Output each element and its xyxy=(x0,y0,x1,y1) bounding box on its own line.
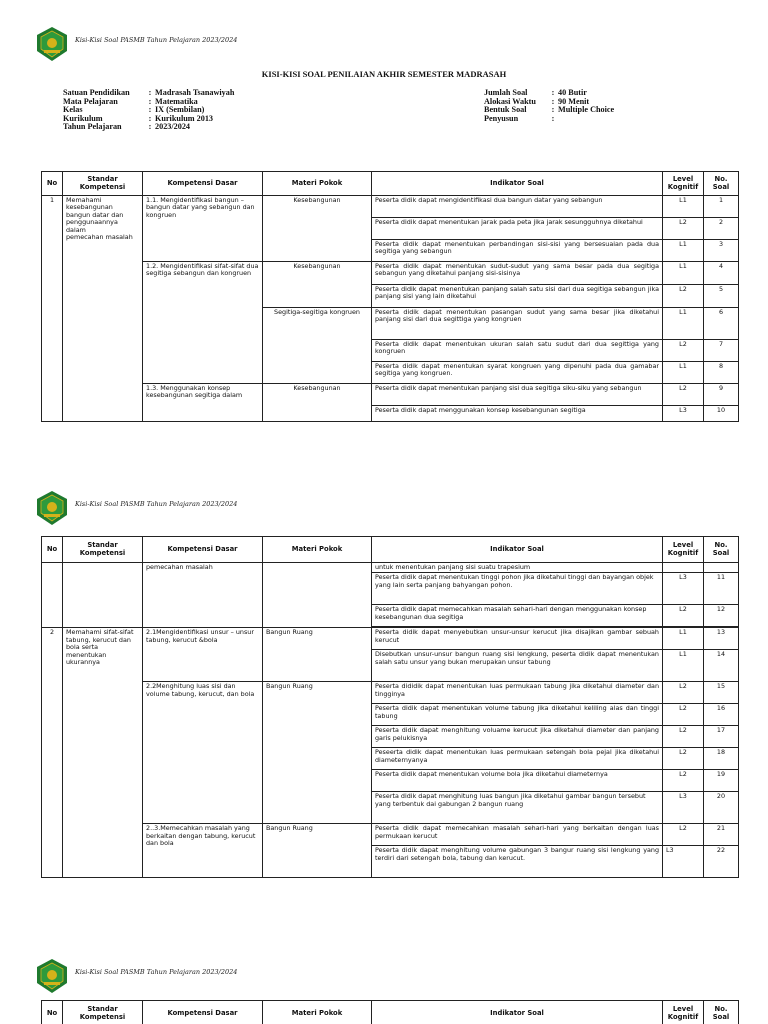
meta-value: Madrasah Tsanawiyah xyxy=(155,88,235,97)
meta-value: IX (Sembilan) xyxy=(155,105,205,115)
indikator-soal: Peserta didik dapat menentukan sudut-sudut yang sama besar pada dua segitiga sebangun yang diketahui panjang sisi-sisinya xyxy=(372,262,663,285)
level-kognitif: L2 xyxy=(663,218,704,240)
kisi-kisi-table-2 xyxy=(41,536,739,878)
indikator-soal: Peseerta didik dapat menentukan luas permukaan setengah bola pejal jika diketahui diameternyanya xyxy=(372,748,663,770)
indikator-soal: untuk menentukan panjang sisi suatu trapesium xyxy=(372,563,663,573)
kompetensi-dasar: 2.1Mengidentifikasi unsur – unsur tabung, kerucut &bola xyxy=(143,628,263,682)
meta-value: 2023/2024 xyxy=(155,122,191,132)
meta-value: 90 Menit xyxy=(558,96,590,106)
page-3 xyxy=(0,950,768,1024)
meta-label: Mata Pelajaran xyxy=(63,96,118,106)
col-header: No. Soal xyxy=(704,172,739,196)
indikator-soal: Peserta didik dapat menghitung volume gabungan 3 bangur ruang sisi lengkung yang terdiri dari setengah bola, tabung dan kerucut. xyxy=(372,846,663,878)
indikator-soal: Peserta didik dapat menentukan pasangan sudut yang sama besar jika diketahui panjang sisi dari dua segittiga yang kongruen xyxy=(372,308,663,340)
indikator-soal: Peserta didik dapat menentukan volume tabung jika diketahui keliling alas dan tinggi tabung xyxy=(372,704,663,726)
materi-pokok: Bangun Ruang xyxy=(263,628,372,682)
col-header: No. Soal xyxy=(704,1001,739,1024)
meta-label: Penyusun xyxy=(484,113,519,123)
running-header-text: Kisi-Kisi Soal PASMB Tahun Pelajaran 2023/2024 xyxy=(75,36,238,44)
level-kognitif: L2 xyxy=(663,704,704,726)
meta-label: Satuan Pendidikan xyxy=(63,88,130,97)
kompetensi-dasar: 2..3.Memecahkan masalah yang berkaitan dengan tabung, kerucut dan bola xyxy=(143,824,263,878)
nomor-soal: 8 xyxy=(704,362,739,384)
nomor-soal: 20 xyxy=(704,792,739,824)
meta-value: Multiple Choice xyxy=(558,105,615,115)
col-header: Level Kognitif xyxy=(663,1001,704,1024)
indikator-soal: Peserta didik dapat menentukan panjang sisi dua segitiga siku-siku yang sebangun xyxy=(372,384,663,406)
nomor-soal: 11 xyxy=(704,573,739,605)
table-header-row xyxy=(42,537,739,563)
standar-kompetensi: Memahami sifat-sifat tabung, kerucut dan bola serta menentukan ukurannya xyxy=(63,628,143,878)
row-number: 1 xyxy=(42,196,63,422)
col-header: Indikator Soal xyxy=(372,1001,663,1024)
nomor-soal: 10 xyxy=(704,406,739,422)
level-kognitif: L2 xyxy=(663,605,704,627)
running-header-text: Kisi-Kisi Soal PASMB Tahun Pelajaran 2023/2024 xyxy=(75,968,238,976)
indikator-soal: Disebutkan unsur-unsur bangun ruang sisi lengkung, peserta didik dapat menentukan salah satu unsur yang bukan merupakan unsur tabung xyxy=(372,650,663,682)
indikator-soal: Peserta didik dapat menggunakan konsep kesebangunan segitiga xyxy=(372,406,663,422)
kompetensi-dasar: 1.3. Menggunakan konsep kesebangunan segitiga dalam xyxy=(143,384,263,422)
row-number: 2 xyxy=(42,628,63,878)
nomor-soal: 1 xyxy=(704,196,739,218)
nomor-soal: 16 xyxy=(704,704,739,726)
materi-pokok: Segitiga-segitiga kongruen xyxy=(263,308,372,384)
indikator-soal: Peserta didik dapat memecahkan masalah sehari-hari dengan menggunakan konsep kesebangunan dua segitiga xyxy=(372,605,663,627)
level-kognitif: L1 xyxy=(663,240,704,262)
col-header: Standar Kompetensi xyxy=(63,172,143,196)
level-kognitif: L1 xyxy=(663,308,704,340)
kemenag-logo-icon xyxy=(34,958,70,994)
level-kognitif: L2 xyxy=(663,682,704,704)
standar-kompetensi: Memahami kesebangunan bangun datar dan penggunaannya dalam pemecahan masalah xyxy=(63,196,143,422)
meta-label: Jumlah Soal xyxy=(484,88,528,97)
kompetensi-dasar: 1.1. Mengidentifikasi bangun – bangun datar yang sebangun dan kongruen xyxy=(143,196,263,262)
level-kognitif: L3 xyxy=(663,792,704,824)
col-header: Materi Pokok xyxy=(263,172,372,196)
page-1 xyxy=(0,0,768,440)
indikator-soal: Peserta didik dapat menentukan ukuran salah satu sudut dari dua segittiga yang kongruen xyxy=(372,340,663,362)
kemenag-logo-icon xyxy=(34,26,70,62)
meta-label: Alokasi Waktu xyxy=(484,96,536,106)
col-header: No xyxy=(42,172,63,196)
nomor-soal: 9 xyxy=(704,384,739,406)
kompetensi-dasar: pemecahan masalah xyxy=(143,563,263,628)
table-header-row xyxy=(42,1001,739,1024)
materi-pokok: Kesebangunan xyxy=(263,262,372,308)
nomor-soal: 2 xyxy=(704,218,739,240)
indikator-soal: Peserta dididik dapat menentukan luas permukaan tabung jika diketahui diameter dan tingginya xyxy=(372,682,663,704)
level-kognitif: L1 xyxy=(663,628,704,650)
meta-left: Satuan Pendidikan : Madrasah Tsanawiyah Mata Pelajaran : Matematika Kelas : IX (Sembilan) Kurikulum : Kurikulum 2013 Tahun Pelajaran : 2023/2024 xyxy=(63,88,235,132)
table-row xyxy=(42,262,739,285)
col-header: Kompetensi Dasar xyxy=(143,1001,263,1024)
nomor-soal: 15 xyxy=(704,682,739,704)
nomor-soal: 7 xyxy=(704,340,739,362)
col-header: Indikator Soal xyxy=(372,172,663,196)
nomor-soal: 6 xyxy=(704,308,739,340)
meta-right: Jumlah Soal : 40 Butir Alokasi Waktu : 90 Menit Bentuk Soal : Multiple Choice Penyusun : xyxy=(484,88,615,123)
level-kognitif: L2 xyxy=(663,726,704,748)
nomor-soal: 12 xyxy=(704,605,739,627)
col-header: Standar Kompetensi xyxy=(63,537,143,563)
indikator-soal: Peserta didik dapat menghitung voluame kerucut jika diketahui diameter dan panjang garis pelukisnya xyxy=(372,726,663,748)
level-kognitif: L2 xyxy=(663,770,704,792)
indikator-soal: Peserta didik dapat menghitung luas bangun jika diketahui gambar bangun tersebut yang terbentuk dai gabungan 2 bangun ruang xyxy=(372,792,663,824)
level-kognitif: L2 xyxy=(663,748,704,770)
kisi-kisi-table-1 xyxy=(41,171,739,422)
materi-pokok: Bangun Ruang xyxy=(263,682,372,824)
kisi-kisi-table-3 xyxy=(41,1000,739,1024)
col-header: No xyxy=(42,1001,63,1024)
level-kognitif: L1 xyxy=(663,362,704,384)
meta-value: 40 Butir xyxy=(558,88,587,97)
nomor-soal: 17 xyxy=(704,726,739,748)
level-kognitif: L2 xyxy=(663,340,704,362)
level-kognitif: L2 xyxy=(663,824,704,846)
level-kognitif: L1 xyxy=(663,196,704,218)
col-header: Level Kognitif xyxy=(663,537,704,563)
meta-label: Bentuk Soal xyxy=(484,105,527,115)
col-header: Level Kognitif xyxy=(663,172,704,196)
col-header: Kompetensi Dasar xyxy=(143,537,263,563)
level-kognitif: L2 xyxy=(663,285,704,308)
materi-pokok: Kesebangunan xyxy=(263,196,372,262)
level-kognitif: L3 xyxy=(663,406,704,422)
col-header: No xyxy=(42,537,63,563)
table-row xyxy=(42,384,739,406)
level-kognitif: L3 xyxy=(663,846,704,878)
meta-label: Kelas xyxy=(63,105,83,115)
indikator-soal: Peserta didik dapat menentukan jarak pada peta jika jarak sesungguhnya diketahui xyxy=(372,218,663,240)
nomor-soal: 21 xyxy=(704,824,739,846)
table-row xyxy=(42,196,739,218)
indikator-soal: Peserta didik dapat menentukan perbandingan sisi-sisi yang bersesuaian pada dua segitiga yang sebangun xyxy=(372,240,663,262)
nomor-soal: 19 xyxy=(704,770,739,792)
col-header: Materi Pokok xyxy=(263,537,372,563)
table-header-row xyxy=(42,172,739,196)
nomor-soal: 5 xyxy=(704,285,739,308)
document-title: KISI-KISI SOAL PENILAIAN AKHIR SEMESTER MADRASAH xyxy=(261,69,507,79)
kemenag-logo-icon xyxy=(34,490,70,526)
table-row xyxy=(42,824,739,846)
nomor-soal: 3 xyxy=(704,240,739,262)
indikator-soal: Peserta didik dapat mengidentifikasi dua bangun datar yang sebangun xyxy=(372,196,663,218)
indikator-soal: Peserta didik dapat menentukan syarat kongruen yang dipenuhi pada dua gamabar segitiga yang kongruen. xyxy=(372,362,663,384)
table-row xyxy=(42,563,739,573)
level-kognitif: L1 xyxy=(663,262,704,285)
indikator-soal: Peserta didik dapat menentukan panjang salah satu sisi dari dua segitiga sebangun jika panjang sisi yang lain diketahui xyxy=(372,285,663,308)
meta-label: Kurikulum xyxy=(63,113,103,123)
materi-pokok: Bangun Ruang xyxy=(263,824,372,878)
meta-value: Matematika xyxy=(155,96,198,106)
nomor-soal: 13 xyxy=(704,628,739,650)
kompetensi-dasar: 1.2. Mengidentifikasi sifat-sifat dua segitiga sebangun dan kongruen xyxy=(143,262,263,384)
level-kognitif: L2 xyxy=(663,384,704,406)
meta-value: Kurikulum 2013 xyxy=(155,113,214,123)
nomor-soal: 14 xyxy=(704,650,739,682)
running-header-text: Kisi-Kisi Soal PASMB Tahun Pelajaran 2023/2024 xyxy=(75,500,238,508)
col-header: No. Soal xyxy=(704,537,739,563)
page-2 xyxy=(0,480,768,920)
table-row xyxy=(42,682,739,704)
meta-label: Tahun Pelajaran xyxy=(63,122,122,132)
indikator-soal: Peserta didik dapat menentukan volume bola jika diketahui diameternya xyxy=(372,770,663,792)
indikator-soal: Peserta didik dapat menentukan tinggi pohon jika diketahui tinggi dan bayangan objek yang lain serta panjang bahyangan pohon. xyxy=(372,573,663,605)
col-header: Materi Pokok xyxy=(263,1001,372,1024)
level-kognitif: L1 xyxy=(663,650,704,682)
col-header: Standar Kompetensi xyxy=(63,1001,143,1024)
nomor-soal: 4 xyxy=(704,262,739,285)
nomor-soal: 22 xyxy=(704,846,739,878)
nomor-soal: 18 xyxy=(704,748,739,770)
kompetensi-dasar: 2.2Menghitung luas sisi dan volume tabung, kerucut, dan bola xyxy=(143,682,263,824)
materi-pokok: Kesebangunan xyxy=(263,384,372,422)
level-kognitif: L3 xyxy=(663,573,704,605)
col-header: Indikator Soal xyxy=(372,537,663,563)
col-header: Kompetensi Dasar xyxy=(143,172,263,196)
indikator-soal: Peserta didik dapat menyebutkan unsur-unsur kerucut jika disajikan gambar sebuah kerucut xyxy=(372,628,663,650)
indikator-soal: Peserta didik dapat memecahkan masalah sehari-hari yang berkaitan dengan luas permukaan kerucut xyxy=(372,824,663,846)
table-row xyxy=(42,628,739,650)
